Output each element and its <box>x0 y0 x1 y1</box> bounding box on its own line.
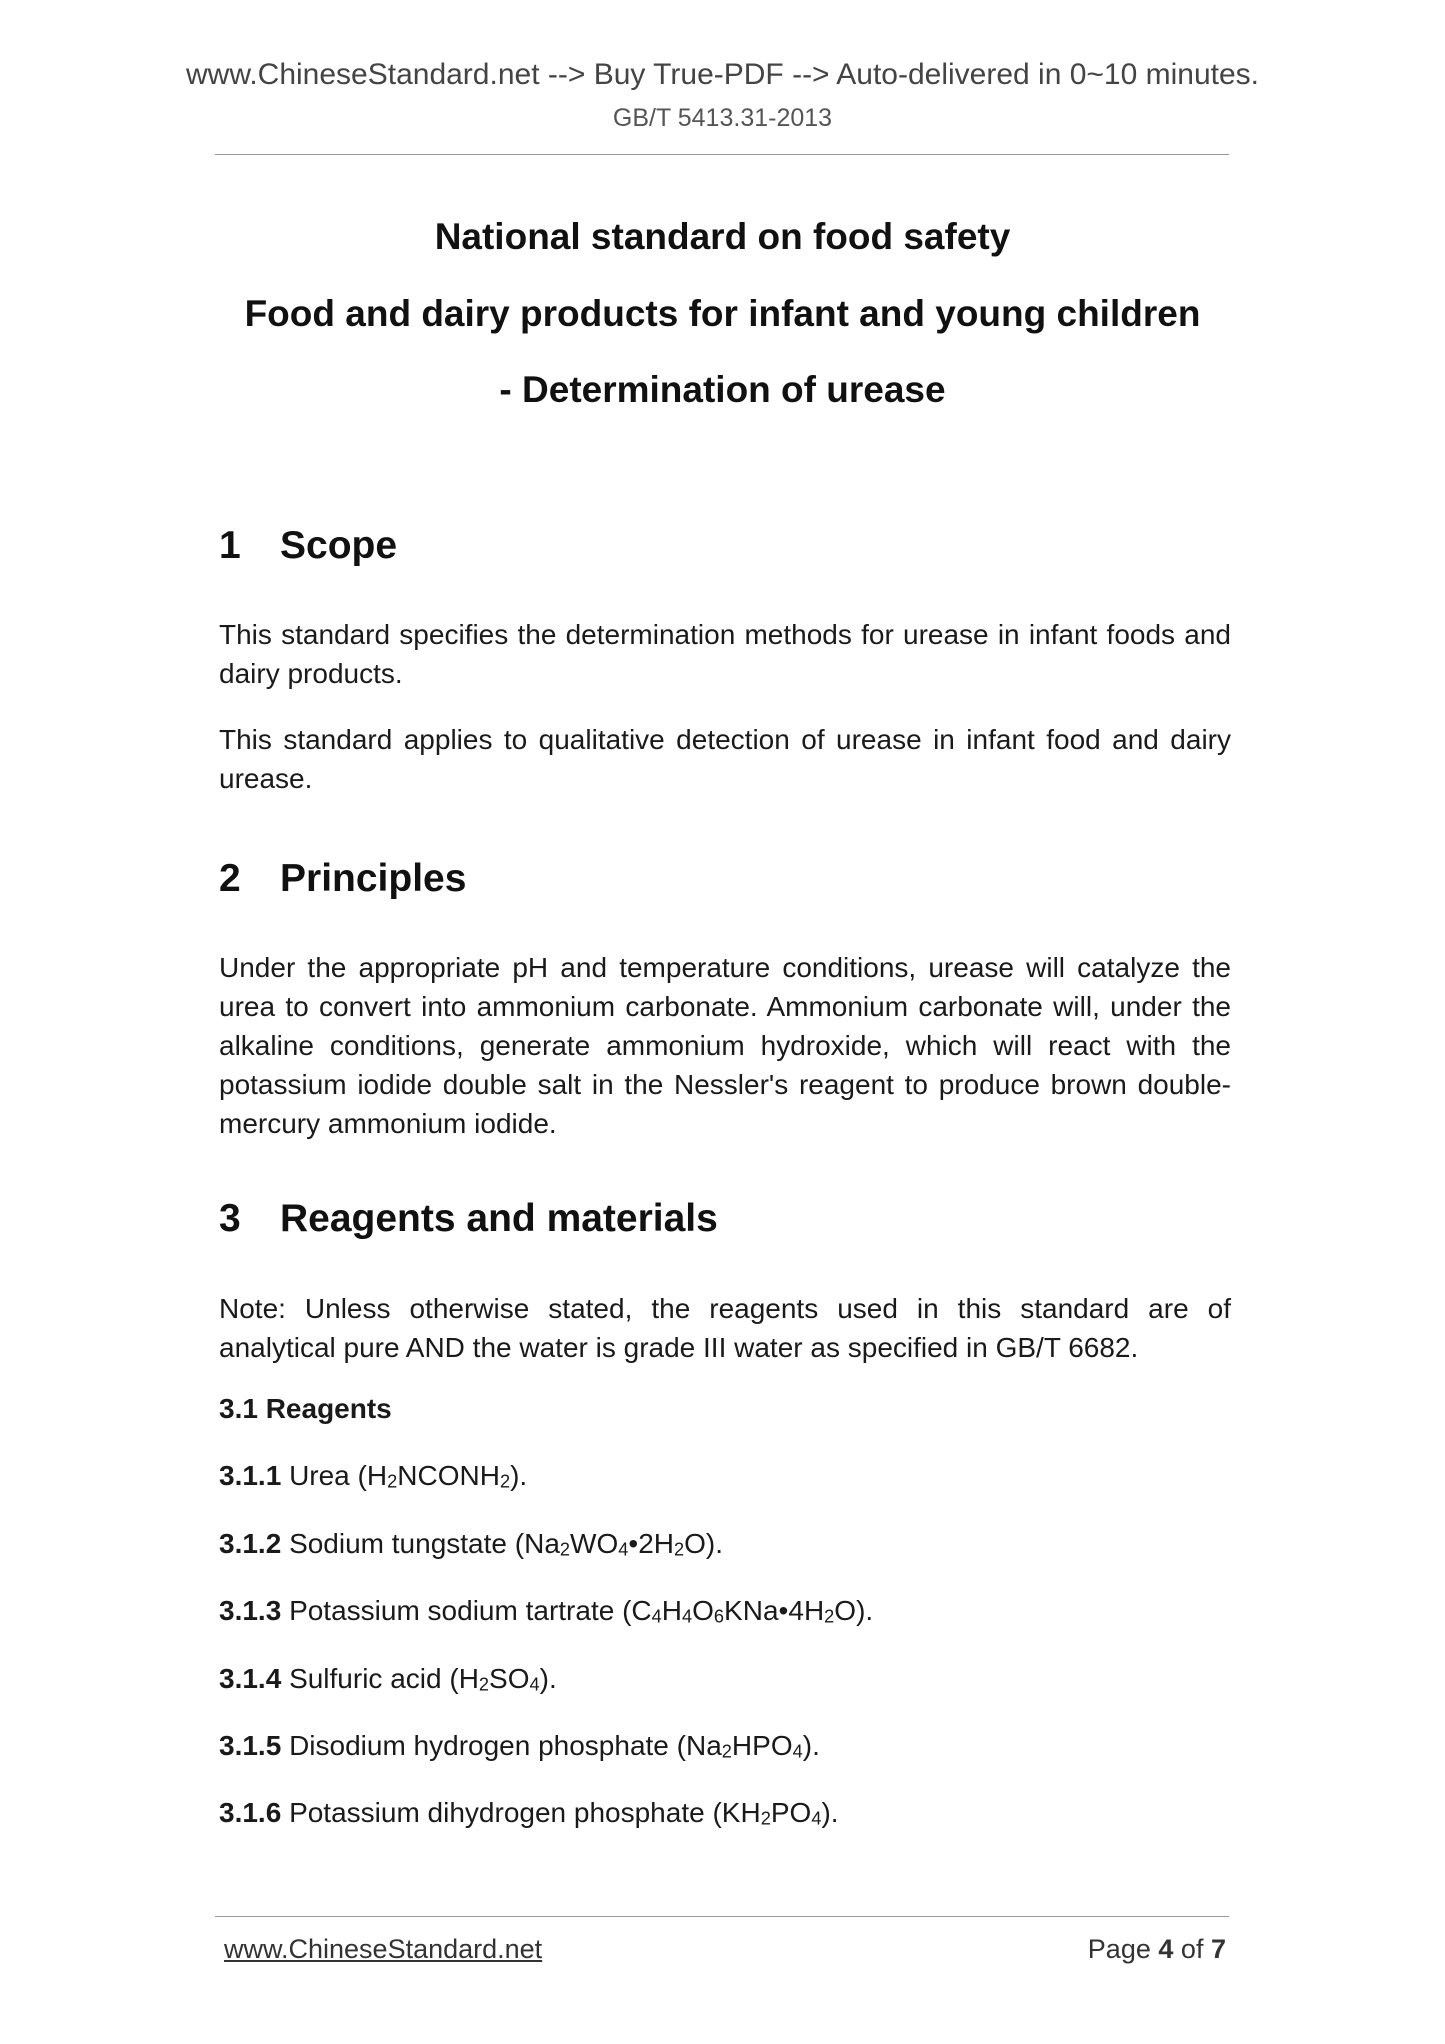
reagent-number: 3.1.1 <box>219 1460 282 1491</box>
reagent-name: Potassium dihydrogen phosphate <box>289 1797 705 1828</box>
document-title-line3: - Determination of urease <box>499 369 946 410</box>
reagent-number: 3.1.3 <box>219 1595 282 1626</box>
page-indicator <box>1088 1934 1226 1965</box>
current-page: 4 <box>1158 1934 1174 1964</box>
reagent-number: 3.1.4 <box>219 1663 282 1694</box>
document-title-line2: Food and dairy products for infant and young children <box>244 293 1201 334</box>
page-of: of <box>1180 1934 1204 1964</box>
reagent-name: Disodium hydrogen phosphate <box>289 1730 669 1761</box>
reagents-note-paragraph: Note: Unless otherwise stated, the reagents used in this standard are of analytical pure AND the water is grade III water as specified in GB/T 6682. <box>219 1293 1231 1363</box>
principles-paragraph: Under the appropriate pH and temperature conditions, urease will catalyze the urea to convert into ammonium carbonate. Ammonium carbonate will, under the alkaline conditions, generate ammonium hydroxide, which will react with the potassium iodide double salt in the Nessler's reagent to produce brown double-mercury ammonium iodide. <box>219 952 1231 1139</box>
reagent-formula: $Na_2HPO_4$ <box>685 1730 803 1762</box>
header-divider <box>215 154 1229 155</box>
footer-website-link[interactable]: www.ChineseStandard.net <box>224 1934 543 1964</box>
footer-divider <box>215 1916 1229 1917</box>
reagent-item: 3.1.2 Sodium tungstate $(Na_2WO_4•2H_2O)$. <box>219 1528 724 1560</box>
section-heading-reagents-materials <box>219 1197 718 1241</box>
reagent-item: 3.1.5 Disodium hydrogen phosphate $(Na_2HPO_4)$. <box>219 1730 820 1762</box>
reagent-number: 3.1.5 <box>219 1730 282 1761</box>
reagent-name: Potassium sodium tartrate <box>289 1595 615 1626</box>
header-banner: www.ChineseStandard.net --> Buy True-PDF --> Auto-delivered in 0~10 minutes. <box>185 58 1260 91</box>
section-title: Reagents and materials <box>280 1197 718 1240</box>
reagent-name: Urea <box>289 1460 350 1491</box>
header-standard-id: GB/T 5413.31-2013 <box>612 104 833 132</box>
section-heading-scope <box>219 524 397 568</box>
reagent-item: 3.1.1 Urea $(H_2NCONH_2)$. <box>219 1460 528 1492</box>
scope-paragraph-1: This standard specifies the determination methods for urease in infant foods and dairy products. <box>219 619 1231 689</box>
reagent-formula: $H_2NCONH_2$ <box>366 1460 511 1492</box>
reagent-item: 3.1.6 Potassium dihydrogen phosphate $(KH_2PO_4)$. <box>219 1797 839 1829</box>
reagent-formula: $KH_2PO_4$ <box>721 1797 822 1829</box>
reagent-item: 3.1.4 Sulfuric acid $(H_2SO_4)$. <box>219 1663 557 1695</box>
section-number: 2 <box>219 857 241 900</box>
page-word: Page <box>1087 1934 1151 1964</box>
scope-paragraph-2: This standard applies to qualitative detection of urease in infant food and dairy urease. <box>219 724 1231 794</box>
reagent-item: 3.1.3 Potassium sodium tartrate $(C_4H_4O_6KNa•4H_2O)$. <box>219 1595 874 1627</box>
subsection-heading-reagents: 3.1 Reagents <box>219 1393 392 1424</box>
reagent-formula: $H_2SO_4$ <box>458 1663 540 1695</box>
document-title-line1: National standard on food safety <box>434 216 1011 257</box>
section-number: 1 <box>219 524 241 567</box>
section-title: Principles <box>280 857 467 900</box>
section-title: Scope <box>280 524 398 567</box>
section-heading-principles <box>219 857 466 901</box>
reagent-number: 3.1.6 <box>219 1797 282 1828</box>
reagent-name: Sulfuric acid <box>289 1663 442 1694</box>
reagent-formula: $C_4H_4O_6KNa•4H_2O$ <box>631 1595 857 1627</box>
section-number: 3 <box>219 1197 241 1240</box>
reagent-formula: $Na_2WO_4•2H_2O$ <box>524 1528 706 1560</box>
total-pages: 7 <box>1210 1934 1226 1964</box>
reagent-number: 3.1.2 <box>219 1528 282 1559</box>
reagent-name: Sodium tungstate <box>289 1528 507 1559</box>
